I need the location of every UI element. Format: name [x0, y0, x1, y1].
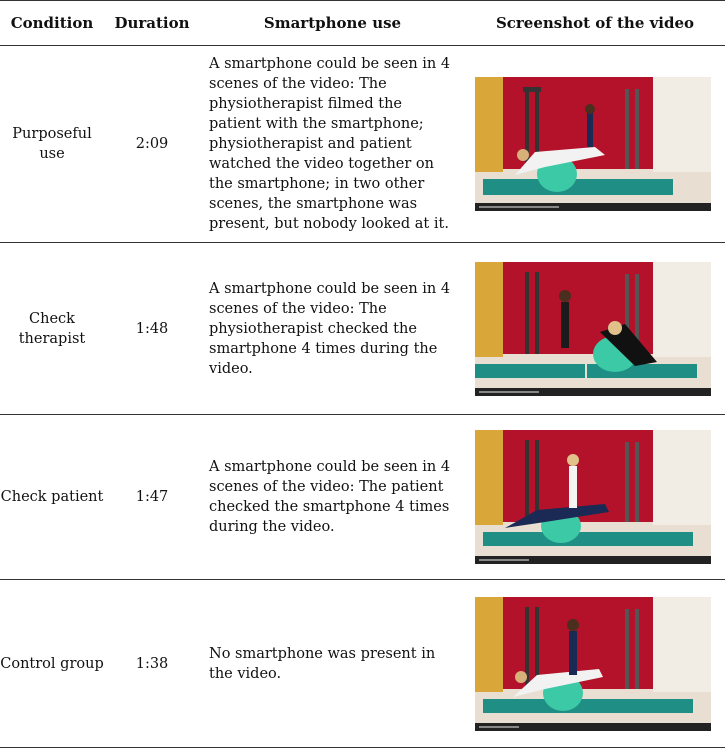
- screenshot-cell: [465, 415, 725, 580]
- condition-cell: Check patient: [0, 489, 104, 505]
- header-screenshot: Screenshot of the video: [495, 14, 695, 32]
- screenshot-cell: [465, 580, 725, 748]
- table-row: [0, 580, 725, 748]
- duration-cell: 1:48: [135, 320, 169, 337]
- condition-cell: Purposeful use: [12, 126, 92, 162]
- smartphone-use-cell: A smartphone could be seen in 4 scenes of the video: The physiotherapist filmed the patient with the smartphone; physiotherapist and patient watched the video together on the smartphone; in two other scenes, the smartphone was present, but nobody looked at it.: [209, 56, 451, 232]
- condition-cell: Control group: [0, 655, 104, 672]
- screenshot-cell: [465, 243, 725, 415]
- screenshot-cell: [465, 46, 725, 243]
- video-screenshot-image: [475, 77, 711, 211]
- table-row: [0, 243, 725, 415]
- table-row: [0, 46, 725, 243]
- smartphone-use-cell: No smartphone was present in the video.: [209, 645, 436, 682]
- condition-cell: Check therapist: [18, 310, 86, 347]
- duration-cell: 2:09: [135, 136, 169, 152]
- header-condition: Condition: [10, 14, 94, 32]
- smartphone-use-cell: A smartphone could be seen in 4 scenes of the video: The physiotherapist checked the smartphone 4 times during the video.: [209, 280, 451, 377]
- duration-cell: 1:47: [135, 489, 169, 505]
- video-screenshot-image: [475, 597, 711, 731]
- header-smartphone-use: Smartphone use: [263, 14, 402, 32]
- table-row: [0, 415, 725, 580]
- video-screenshot-image: [475, 262, 711, 396]
- duration-cell: 1:38: [135, 655, 169, 672]
- video-screenshot-image: [475, 430, 711, 564]
- header-duration: Duration: [114, 14, 190, 32]
- table-header-row: [0, 1, 725, 46]
- smartphone-use-cell: A smartphone could be seen in 4 scenes of the video: The patient checked the smartphone 4 times during the video.: [209, 459, 451, 535]
